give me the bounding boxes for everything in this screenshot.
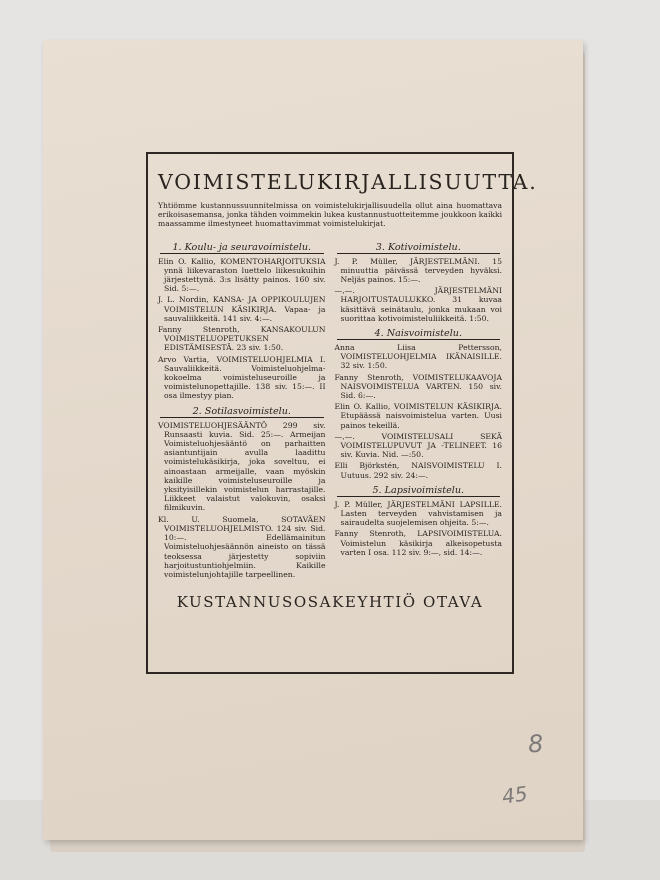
cover-title: VOIMISTELUKIRJALLISUUTTA.	[158, 170, 538, 194]
book-entry: J. P. Müller, JÄRJESTELMÄNI LAPSILLE. Lasten terveyden vahvistamisen ja sairaudelta suojelemisen ohjeita. 5:—.	[334, 499, 502, 528]
book-entry: —,—. VOIMISTELUSALI SEKÄ VOIMISTELUPUVUT JA -TELINEET. 16 siv. Kuvia. Nid. —:50.	[334, 431, 502, 460]
book-entry: Elin O. Kallio, KOMENTOHARJOITUKSIA ynnä liikevaraston luettelo liikesukuihin järjestettynä. 3:s lisätty painos. 160 siv. Sid. 5:—.	[158, 256, 326, 294]
book-entry: Kl. U. Suomela, SOTAVÄEN VOIMISTELUOHJELMISTO. 124 siv. Sid. 10:—. Edellämainitun Voimisteluohjesäännön aineisto on tässä teoksessa järjestetty sopiviin harjoitustuntiohjelmiin. Kaikille voimistelunjohtajille tarpeellinen.	[158, 514, 326, 579]
section-heading: 2. Sotilasvoimistelu.	[158, 406, 326, 418]
section-heading: 4. Naisvoimistelu.	[335, 328, 503, 340]
pencil-mark: 45	[500, 781, 529, 809]
book-entry: Fanny Stenroth, KANSAKOULUN VOIMISTELUOPETUKSEN EDISTÄMISESTÄ. 23 siv. 1:50.	[158, 325, 326, 353]
book-entry: Arvo Vartia, VOIMISTELUOHJELMIA I. Sauvaliikkeitä. Voimisteluohjelma-kokoelma voimisteluseuroille ja voimistelunopettajille. 138 siv. 15:—. II osa ilmestyy pian.	[158, 354, 326, 401]
book-entry: Anna Liisa Pettersson, VOIMISTELUOHJELMIA IKÄNAISILLE. 32 siv. 1:50.	[334, 343, 502, 371]
book-entry: Fanny Stenroth, VOIMISTELUKAAVOJA NAISVOIMISTELUA VARTEN. 150 siv. Sid. 6:—.	[334, 372, 502, 401]
intro-paragraph: Yhtiömme kustannussuunnitelmissa on voimistelukirjallisuudella ollut aina huomattava erikoisasemansa, jonka tähden voimmekin lukea kustannustuotteitemme joukkoon kaikki maassamme ilmestyneet huomattavimmat voimistelukirjat.	[158, 201, 502, 229]
book-entry: Fanny Stenroth, LAPSIVOIMISTELUA. Voimistelun käsikirja alkeisopetusta varten I osa. 112 siv. 9:—, sid. 14:—.	[334, 529, 502, 557]
book-entry: J. P. Müller, JÄRJESTELMÄNI. 15 minuuttia päivässä terveyden hyväksi. Neljäs painos. 15:—.	[334, 256, 502, 285]
right-column	[335, 237, 503, 582]
book-entry: Elli Björkstén, NAISVOIMISTELU I. Uutuus. 292 siv. 24:—.	[334, 461, 502, 480]
book-columns	[158, 237, 502, 582]
book-entry: —,—. JÄRJESTELMÄNI HARJOITUSTAULUKKO. 31 kuvaa käsittävä seinätaulu, jonka mukaan voi suorittaa kotivoimisteluliikkeitä. 1:50.	[334, 286, 502, 323]
publisher-name: KUSTANNUSOSAKEYHTIÖ OTAVA	[176, 593, 484, 612]
section-heading: 3. Kotivoimistelu.	[335, 242, 503, 254]
left-column	[158, 237, 326, 582]
pencil-mark: 8	[527, 729, 545, 759]
book-entry: J. L. Nordin, KANSA- JA OPPIKOULUJEN VOIMISTELUN KÄSIKIRJA. Vapaa- ja sauvaliikkeitä. 141 siv. 4:—.	[158, 295, 326, 323]
book-entry: Elin O. Kallio, VOIMISTELUN KÄSIKIRJA. Etupäässä naisvoimistelua varten. Uusi painos tekeillä.	[334, 402, 502, 430]
section-heading: 1. Koulu- ja seuravoimistelu.	[158, 242, 326, 254]
section-heading: 5. Lapsivoimistelu.	[335, 485, 503, 497]
book-entry: VOIMISTELUOHJESÄÄNTÖ 299 siv. Runsaasti kuvia. Sid. 25:—. Armeijan Voimisteluohjesääntö on parhaitten asiantuntijain avulla laadittu voimistelukäsikirja, joka soveltuu, ei ainoastaan armeijalle, vaan myöskin kaikille voimisteluseuroille ja yksityisillekin voimistelun harrastajille. Liikkeet valaistut valokuvin, osaksi filmikuvin.	[158, 420, 326, 513]
advertisement-frame	[146, 152, 538, 674]
